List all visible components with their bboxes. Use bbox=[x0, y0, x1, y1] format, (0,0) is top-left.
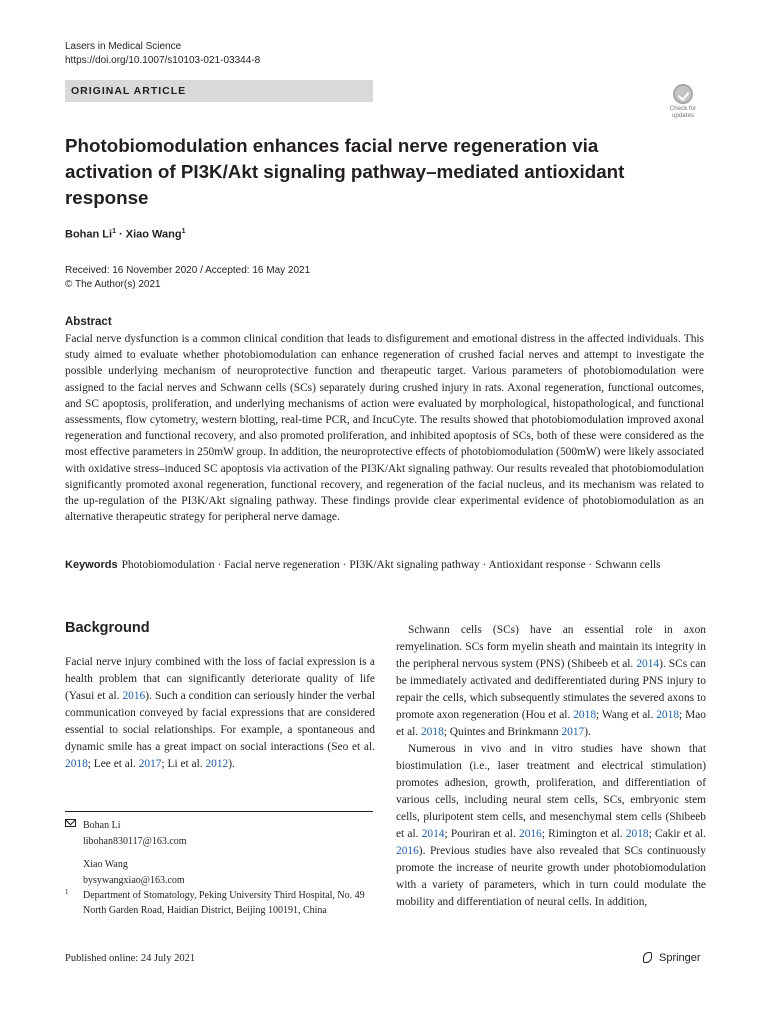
received-accepted-dates: Received: 16 November 2020 / Accepted: 16 May 2021 bbox=[65, 265, 311, 276]
text-run: Yasui et al. bbox=[68, 690, 123, 702]
check-for-updates-badge[interactable] bbox=[660, 84, 706, 126]
footnote-divider bbox=[65, 811, 373, 812]
author-separator: · bbox=[115, 228, 126, 241]
text-run: ; Mao et al. bbox=[396, 709, 706, 738]
text-run: Numerous in vivo and in vitro studies have shown that biostimulation (i.e., laser treatment and electrical stimulation) promotes adhesion, growth, proliferation, and differentiation of various cells, including neural stem cells, SCs, embryonic stem cells, pluripotent stem cells, and mesenchymal stem cells (Shibeeb et al. bbox=[396, 743, 706, 840]
citation-link[interactable]: 2017 bbox=[561, 726, 585, 738]
abstract-text: Facial nerve dysfunction is a common clinical condition that leads to disfigurement and emotional distress in the affected individuals. This study aimed to evaluate whether photobiomodulation can enhance regeneration of crushed facial nerves and attempt to investigate the possible underlying mechanism of neuroprotective function and therapeutic target. Various parameters of photobiomodulation were assigned to the facial nerves and Schwann cells (SCs) separately during crushed injury in rats. Axonal regeneration, functional outcomes, and SC apoptosis, proliferation, and underlying mechanisms of action were evaluated by morphological, histopathological, and functional assessments, flow cytometry, western blotting, real-time PCR, and IncuCyte. The results showed that photobiomodulation improved axonal regeneration and functional recovery, and also promoted proliferation, and inhibited apoptosis of SCs, both of these were considered as the most effective parameters in 250mW group. In addition, the neuroprotective effects of photobiomodulation (500mW) were likely associated with oxidative stress–induced SC apoptosis via activation of the PI3K/Akt signaling pathway. Our results revealed that photobiomodulation significantly promoted axonal regeneration, functional recovery, and regeneration of the facial nucleus, and its mechanism was related to the up-regulation of the PI3K/Akt signaling pathway. These findings provide clear experimental evidence of photobiomodulation as an alternative therapeutic strategy for peripheral nerve damage. bbox=[65, 333, 704, 524]
author-name[interactable]: Xiao Wang bbox=[125, 228, 182, 241]
citation-link[interactable]: 2016 bbox=[122, 690, 146, 702]
citation-link[interactable]: 2014 bbox=[421, 828, 445, 840]
citation-link[interactable]: 2017 bbox=[138, 758, 162, 770]
keywords-section bbox=[65, 557, 704, 573]
body-paragraph bbox=[65, 654, 375, 773]
author-list bbox=[65, 228, 185, 241]
affiliation-block bbox=[65, 888, 365, 918]
envelope-icon bbox=[65, 819, 76, 827]
text-run: Schwann cells (SCs) have an essential role in axon remyelination. SCs form myelin sheath and maintain its integrity in the peripheral nervous system (PNS) (Shibeeb et al. bbox=[396, 624, 706, 670]
text-run: ; Quintes and Brinkmann bbox=[443, 726, 562, 738]
article-title: Photobiomodulation enhances facial nerve regeneration via activation of PI3K/Akt signaling pathway–mediated antioxidant response bbox=[65, 135, 625, 208]
citation-link[interactable]: 2012 bbox=[205, 758, 229, 770]
publisher-name: Springer bbox=[659, 951, 701, 964]
right-column bbox=[396, 622, 706, 911]
body-paragraph bbox=[396, 741, 706, 911]
keywords-list: Photobiomodulation · Facial nerve regeneration · PI3K/Akt signaling pathway · Antioxidant response · Schwann cells bbox=[121, 559, 661, 571]
text-run: ; Lee et al. bbox=[87, 758, 139, 770]
text-run: ; Rimington et al. bbox=[541, 828, 626, 840]
affiliation-text: Department of Stomatology, Peking University Third Hospital, No. 49 North Garden Road, Haidian District, Beijing 100191, China bbox=[83, 890, 365, 916]
text-run: ). Previous studies have also revealed that SCs continuously promote the increase of neurite growth under photobiomodulation with a variety of parameters, which in turn could modulate the mobility and differentiation of neural cells. In addition, bbox=[396, 845, 706, 908]
springer-horse-icon bbox=[642, 951, 654, 964]
text-run: ; Cakir et al. bbox=[648, 828, 707, 840]
text-run: ). bbox=[228, 758, 235, 770]
author-name[interactable]: Bohan Li bbox=[65, 228, 113, 241]
text-run: ; Pouriran et al. bbox=[444, 828, 520, 840]
journal-header bbox=[65, 40, 260, 68]
publisher-logo[interactable] bbox=[642, 951, 701, 964]
author-affiliation-mark: 1 bbox=[112, 228, 116, 235]
text-run: ; Wang et al. bbox=[596, 709, 657, 721]
correspondence-entry bbox=[65, 818, 187, 849]
article-type-banner: ORIGINAL ARTICLE bbox=[65, 80, 373, 102]
text-run: ; Li et al. bbox=[161, 758, 206, 770]
correspondence-entry bbox=[65, 857, 187, 888]
journal-name: Lasers in Medical Science bbox=[65, 41, 182, 52]
copyright-line: © The Author(s) 2021 bbox=[65, 279, 161, 290]
text-run: ). Such a condition can seriously hinder the verbal communication conveyed by facial expressions that are considered essential to social relationships. For example, a spontaneous and dynamic smile has a great impact on social interactions (Seo et al. bbox=[65, 690, 376, 753]
keywords-heading: Keywords bbox=[65, 559, 118, 571]
corresponding-author-email[interactable]: bysywangxiao@163.com bbox=[83, 874, 185, 886]
citation-link[interactable]: 2018 bbox=[65, 758, 88, 770]
check-updates-label: Check for updates bbox=[669, 105, 697, 119]
article-dates bbox=[65, 264, 310, 292]
corresponding-author-name: Bohan Li bbox=[83, 820, 121, 831]
check-updates-icon bbox=[673, 84, 693, 104]
author-affiliation-mark: 1 bbox=[181, 228, 186, 235]
citation-link[interactable]: 2018 bbox=[573, 709, 597, 721]
text-run: ). bbox=[584, 726, 591, 738]
corresponding-author-name: Xiao Wang bbox=[83, 859, 128, 870]
text-run: Facial nerve injury combined with the loss of facial expression is a health problem that can significantly deteriorate quality of life ( bbox=[65, 656, 375, 702]
doi-link[interactable]: https://doi.org/10.1007/s10103-021-03344-8 bbox=[65, 55, 261, 66]
citation-link[interactable]: 2018 bbox=[656, 709, 680, 721]
citation-link[interactable]: 2014 bbox=[636, 658, 660, 670]
background-heading: Background bbox=[65, 620, 150, 636]
affiliation-number: 1 bbox=[65, 888, 69, 896]
abstract-heading: Abstract bbox=[65, 316, 112, 328]
left-column bbox=[65, 654, 375, 773]
citation-link[interactable]: 2018 bbox=[420, 726, 444, 738]
text-run: ). SCs can be immediately activated and dedifferentiated during PNS injury to repair the cells, which subsequently stimulates the severed axons to promote axon regeneration (Hou et al. bbox=[396, 658, 706, 721]
corresponding-author-email[interactable]: libohan830117@163.com bbox=[83, 835, 187, 847]
body-paragraph bbox=[396, 622, 706, 741]
published-online-date: Published online: 24 July 2021 bbox=[65, 953, 196, 964]
citation-link[interactable]: 2016 bbox=[396, 845, 419, 857]
citation-link[interactable]: 2016 bbox=[519, 828, 542, 840]
citation-link[interactable]: 2018 bbox=[625, 828, 649, 840]
correspondence-block bbox=[65, 818, 187, 888]
